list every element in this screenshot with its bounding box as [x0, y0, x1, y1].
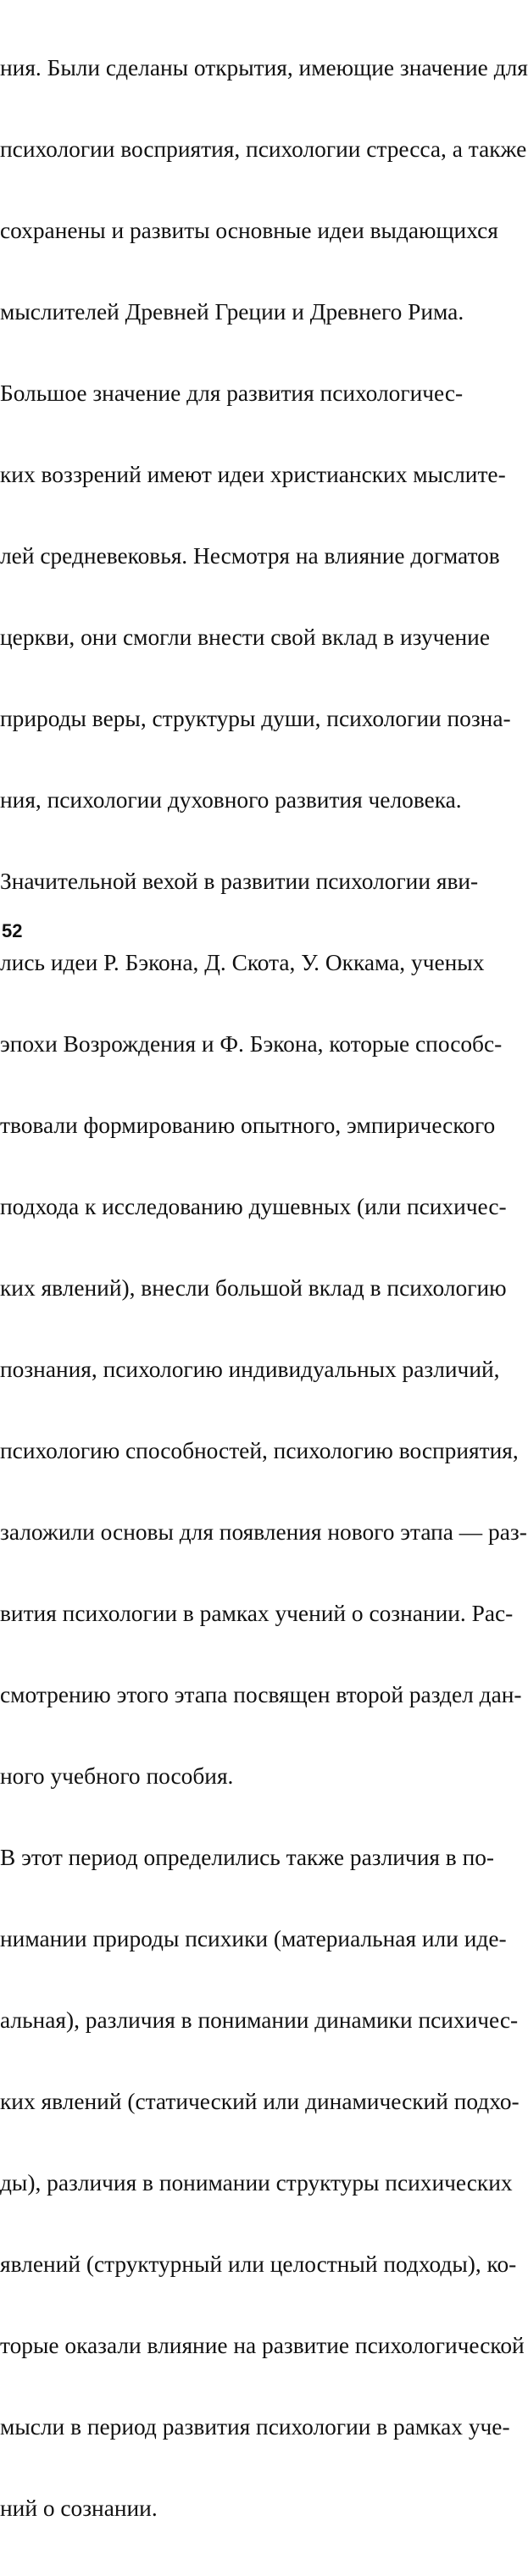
- text-line: природы веры, структуры души, психологии позна-: [0, 706, 511, 731]
- text-line: мыслителей Древней Греции и Древнего Рима.: [0, 299, 464, 325]
- text-line: ких явлений), внесли большой вклад в психологию: [0, 1275, 507, 1301]
- text-line: ды), различия в понимании структуры психических: [0, 2170, 513, 2196]
- text-line: Большое значение для развития психологичес-: [0, 380, 464, 406]
- text-line: эпохи Возрождения и Ф. Бэкона, которые способс-: [0, 1031, 503, 1057]
- text-line: лей средневековья. Несмотря на влияние догматов: [0, 543, 500, 569]
- text-line: нимании природы психики (материальная или иде-: [0, 1926, 507, 1951]
- text-line: ного учебного пособия.: [0, 1763, 234, 1789]
- text-line: церкви, они смогли внести свой вклад в изучение: [0, 625, 490, 650]
- text-line: заложили основы для появления нового этапа — раз-: [0, 1519, 527, 1545]
- text-line: подхода к исследованию душевных (или психичес-: [0, 1194, 507, 1219]
- text-line: ния. Были сделаны открытия, имеющие значение для: [0, 55, 528, 80]
- text-line: лись идеи Р. Бэкона, Д. Скота, У. Оккама, ученых: [0, 950, 485, 975]
- text-line: познания, психологию индивидуальных различий,: [0, 1357, 500, 1382]
- text-line: ний о сознании.: [0, 2496, 158, 2521]
- text-line: психологию способностей, психологию восприятия,: [0, 1438, 519, 1463]
- text-line: торые оказали влияние на развитие психологической: [0, 2333, 525, 2358]
- text-line: смотрению этого этапа посвящен второй раздел дан-: [0, 1682, 522, 1707]
- text-line: явлений (структурный или целостный подходы), ко-: [0, 2251, 517, 2277]
- text-line: ких явлений (статический или динамический подхо-: [0, 2089, 520, 2114]
- text-line: твовали формированию опытного, эмпирического: [0, 1113, 496, 1138]
- text-line: ния, психологии духовного развития человека.: [0, 787, 462, 813]
- text-line: альная), различия в понимании динамики психичес-: [0, 2007, 519, 2033]
- text-line: мысли в период развития психологии в рамках уче-: [0, 2414, 510, 2440]
- text-line: сохранены и развиты основные идеи выдающихся: [0, 218, 498, 243]
- page-number: 52: [2, 920, 23, 941]
- text-line: В этот период определились также различия в по-: [0, 1845, 495, 1870]
- text-line: Значительной вехой в развитии психологии яви-: [0, 869, 479, 894]
- text-line: ких воззрений имеют идеи христианских мыслите-: [0, 462, 506, 487]
- text-line: психологии восприятия, психологии стресса, а также: [0, 136, 527, 162]
- text-line: вития психологии в рамках учений о сознании. Рас-: [0, 1601, 514, 1626]
